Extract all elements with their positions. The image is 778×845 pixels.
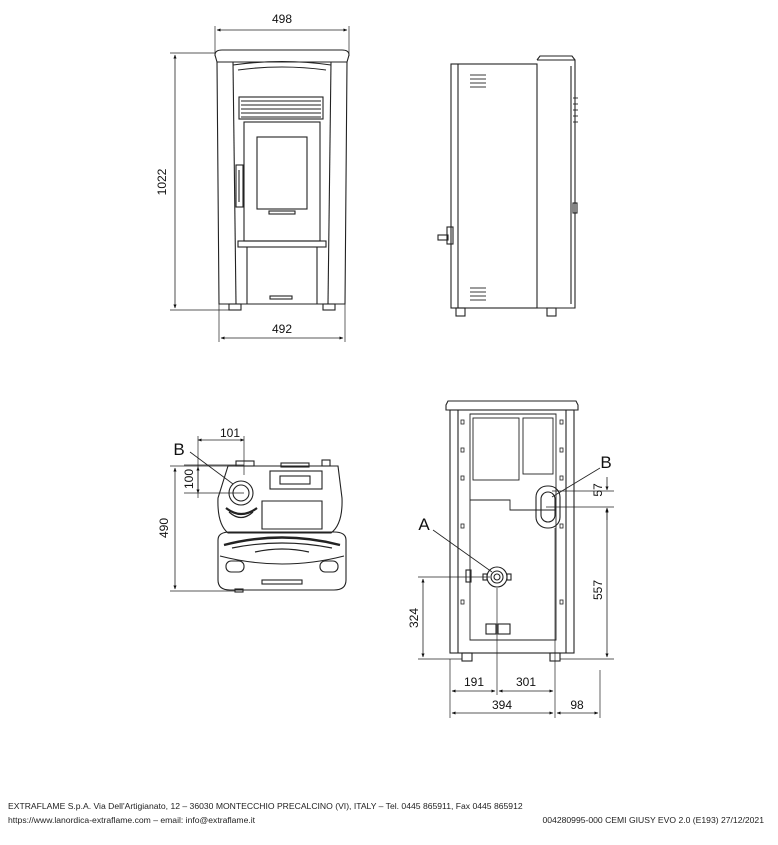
plan-label-b: B	[173, 440, 185, 459]
footer-code: 004280995-000 CEMI GIUSY EVO 2.0 (E193) 27/12/2021	[542, 815, 764, 825]
rear-label-a: A	[418, 515, 430, 534]
plan-depth: 490	[157, 517, 171, 539]
rear-a-from-left: 191	[463, 675, 485, 689]
plan-view	[170, 436, 346, 592]
footer-address: EXTRAFLAME S.p.A. Via Dell'Artigianato, 12 – 36030 MONTECCHIO PRECALCINO (VI), ITALY – Tel. 0445 865911, Fax 0445 865912	[8, 801, 523, 811]
rear-a-height: 324	[407, 607, 421, 629]
rear-label-b: B	[600, 453, 612, 472]
rear-b-from-a: 301	[515, 675, 537, 689]
footer-web: https://www.lanordica-extraflame.com – email: info@extraflame.it	[8, 815, 256, 825]
side-view	[438, 56, 578, 316]
rear-side: 98	[570, 698, 584, 712]
rear-b-offset: 57	[591, 483, 605, 497]
front-width-bottom: 492	[271, 322, 293, 336]
plan-offset-y: 100	[182, 468, 196, 490]
front-height: 1022	[155, 168, 169, 196]
plan-offset-x: 101	[219, 426, 241, 440]
rear-b-height: 557	[591, 579, 605, 601]
front-width-top: 498	[271, 12, 293, 26]
rear-view	[433, 401, 600, 661]
front-view	[170, 26, 349, 342]
rear-width: 394	[491, 698, 513, 712]
